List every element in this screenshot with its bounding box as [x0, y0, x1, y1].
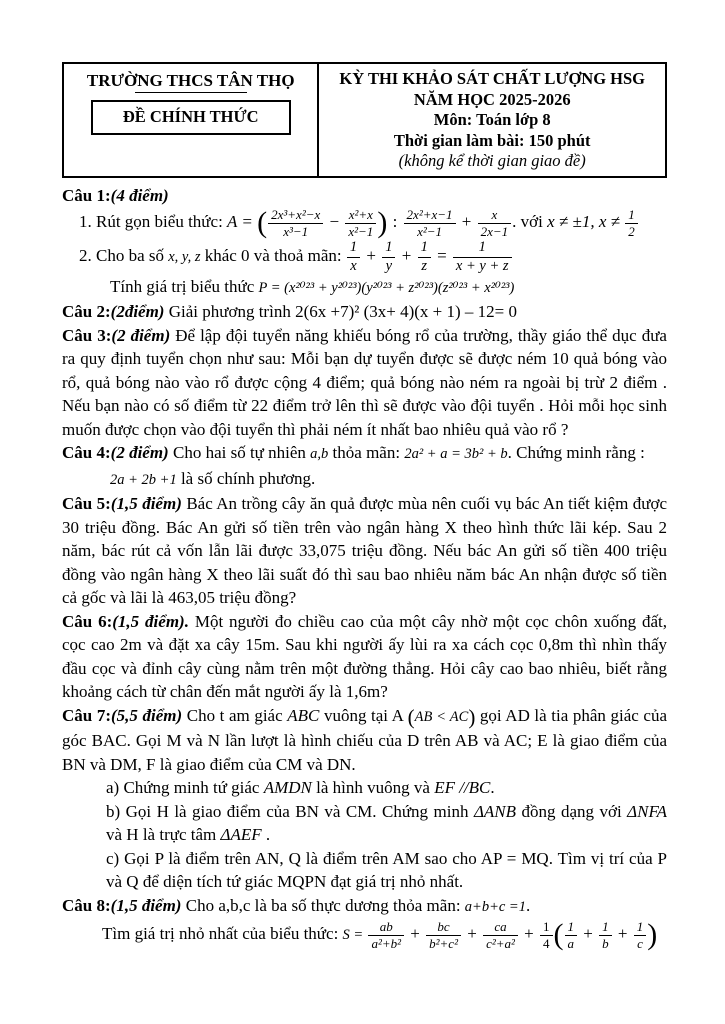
q7-lead2: vuông tại A [323, 705, 404, 725]
fraction-numerator: 1 [349, 239, 358, 256]
q4-lead1: Cho hai số tự nhiên [172, 443, 306, 463]
q8-fraction-4 [539, 919, 554, 951]
q7b-math-1: ΔANB [473, 801, 517, 821]
question-4-label: Câu 4: [62, 443, 111, 463]
fraction-numerator: 1 [567, 919, 575, 935]
question-1-part-2-eval [62, 275, 667, 301]
question-4-points: (2 điểm) [110, 443, 169, 463]
question-1-heading [62, 184, 667, 208]
q4-tail1: . Chứng minh rằng : [507, 443, 645, 463]
math-symbol: . [525, 895, 531, 915]
fraction-numerator: 1 [628, 207, 635, 222]
q7b-text-1: Gọi H là giao điểm của BN và CM. Chứng minh [125, 801, 469, 821]
fraction-numerator: 2x²+x−1 [406, 207, 453, 222]
q7b-text-3: và H là trực tâm [106, 825, 217, 845]
math-symbol: ) [647, 918, 658, 952]
math-symbol: + [410, 924, 420, 944]
math-symbol: + [467, 924, 477, 944]
question-3 [62, 324, 667, 442]
question-7-item-b [62, 800, 667, 847]
question-2-label: Câu 2: [62, 302, 111, 322]
math-symbol: ) [377, 206, 388, 240]
math-symbol: ) [468, 705, 476, 730]
q1p2-vars: x, y, z [168, 248, 201, 265]
fraction-denominator: 2x−1 [478, 223, 512, 240]
fraction-numerator: 1 [543, 919, 550, 935]
q2-text: Giải phương trình [168, 302, 291, 322]
fraction-numerator: x²+x [348, 207, 373, 222]
q8-fraction-6 [598, 919, 613, 951]
fraction-denominator: x²−1 [404, 223, 456, 240]
fraction-denominator: a [565, 935, 578, 952]
q7b-label: b) [106, 801, 121, 821]
math-symbol: + [524, 924, 534, 944]
fraction-denominator: 2 [625, 223, 638, 240]
question-8-points: (1,5 điểm) [110, 895, 182, 915]
fraction-numerator: ab [379, 919, 393, 935]
q1p2-fraction-3 [417, 239, 432, 275]
question-5 [62, 492, 667, 610]
duration-note: (không kể thời gian giao đề) [398, 151, 586, 170]
math-symbol: + [617, 924, 628, 944]
question-1-part-1 [62, 207, 667, 239]
q8-fraction-5 [564, 919, 579, 951]
q7-lead1: Cho t am giác [186, 705, 283, 725]
q1p3-lead: Tính giá trị biểu thức [110, 276, 255, 296]
math-symbol: ( [407, 705, 415, 730]
q8-fraction-2 [425, 919, 462, 951]
question-5-points: (1,5 điểm) [110, 494, 182, 514]
q1p1-fraction-1 [267, 207, 324, 239]
fraction-numerator: 1 [420, 239, 428, 256]
q7-condition: AB < AC [414, 708, 469, 725]
fraction-denominator: 4 [540, 935, 553, 952]
q7c-text: Gọi P là điểm trên AN, Q là điểm trên AM sao cho AP = MQ. Tìm vị trí của P và Q để diện tích tứ giác MQPN đạt giá trị nhỏ nhất. [106, 848, 667, 892]
q8-formula-1: a+b+c =1 [464, 898, 526, 915]
q7-lead3: gọi AD là tia phân giác của góc BAC. Gọi M và N lần lượt là hình chiếu của D trên AB và AC; E là giao điểm của BN và DM, F là giao điểm của CM và DN. [62, 705, 668, 774]
question-7 [62, 704, 667, 777]
exam-name: KỲ THI KHẢO SÁT CHẤT LƯỢNG HSG [339, 69, 646, 88]
q7a-math-1: AMDN [263, 778, 312, 798]
q1p2-fraction-2 [381, 239, 396, 275]
question-3-label: Câu 3: [62, 325, 112, 345]
math-symbol: = [437, 245, 447, 265]
subject-line: Môn: Toán lớp 8 [433, 110, 551, 129]
q1p1-lead: 1. Rút gọn biểu thức: [79, 212, 223, 231]
question-8-label: Câu 8: [62, 895, 111, 915]
q4-vars: a,b [310, 446, 329, 463]
fraction-denominator: x [347, 257, 360, 275]
math-symbol: : [392, 212, 398, 231]
math-symbol: + [461, 212, 472, 231]
fraction-numerator: 1 [636, 919, 644, 935]
fraction-denominator: y [382, 257, 395, 275]
q1p2-lead1: 2. Cho ba số [79, 245, 164, 265]
question-6-label: Câu 6: [62, 611, 113, 631]
fraction-numerator: 1 [602, 919, 609, 935]
question-7-label: Câu 7: [62, 705, 111, 725]
q6-text: Một người đo chiều cao của một cây nhờ một cọc chôn xuống đất, cọc cao 2m và đặt xa cây 15m. Sau khi người ấy lùi ra xa cách cọc 0,8m thì nhìn thấy đầu cọc và đỉnh cây cùng nằm trên một đường thẳng. Hỏi cây cao bao nhiêu, biết rằng khoảng cách từ chân đến mắt người ấy là 1,6m? [62, 611, 667, 702]
fraction-denominator: b [599, 935, 612, 952]
question-2 [62, 300, 667, 324]
fraction-numerator: x [491, 207, 498, 222]
fraction-numerator: 1 [385, 239, 393, 256]
fraction-numerator: ca [494, 919, 507, 935]
school-underline [135, 92, 247, 93]
school-name: TRƯỜNG THCS TÂN THỌ [86, 71, 295, 90]
fraction-denominator: a²+b² [368, 935, 404, 952]
question-3-points: (2 điểm) [111, 325, 171, 345]
fraction-numerator: bc [437, 919, 450, 935]
question-6-points: (1,5 điểm). [112, 611, 189, 631]
math-symbol: + [366, 245, 376, 265]
fraction-denominator: c [634, 935, 647, 952]
exam-type-label: ĐỀ CHÍNH THỨC [122, 107, 259, 126]
duration-line: Thời gian làm bài: 150 phút [393, 130, 591, 150]
q4-tail2: là số chính phương. [180, 468, 316, 488]
q1p1-condition: x ≠ ±1, x ≠ [547, 212, 620, 231]
question-4 [62, 441, 667, 467]
fraction-denominator: c²+a² [483, 935, 518, 952]
question-8 [62, 894, 667, 920]
question-5-label: Câu 5: [62, 494, 111, 514]
q1p1-fraction-3 [403, 207, 457, 239]
question-7-item-a [62, 776, 667, 800]
q7b-math-2: ΔNFA [627, 801, 668, 821]
fraction-numerator: 2x³+x²−x [271, 207, 321, 222]
q2-formula: 2(6x +7)² (3x+ 4)(x + 1) – 12= 0 [295, 302, 517, 322]
fraction-denominator: x + y + z [453, 257, 512, 275]
question-2-points: (2điểm) [110, 302, 165, 322]
q1p1-fraction-5 [624, 207, 639, 239]
question-1-points: (4 điểm) [110, 185, 169, 205]
q7a-label: a) [106, 778, 120, 798]
fraction-denominator: b²+c² [426, 935, 461, 952]
fraction-denominator: x³−1 [268, 223, 323, 240]
header-exam-cell [319, 64, 665, 176]
q7a-text-3: . [490, 778, 495, 798]
q7c-label: c) [106, 848, 120, 868]
q1p1-fraction-4 [477, 207, 513, 239]
q8-s-var: S = [342, 927, 364, 944]
q1p2-fraction-1 [346, 239, 361, 275]
question-1-part-2 [62, 239, 667, 275]
question-1-label: Câu 1: [62, 185, 111, 205]
math-symbol: ( [553, 918, 564, 952]
exam-header [62, 62, 667, 178]
q7b-text-2: đồng dạng với [521, 801, 622, 821]
question-8-objective [62, 919, 667, 951]
fraction-denominator: z [418, 257, 431, 275]
q4-lead2: thỏa mãn: [332, 443, 401, 463]
q1p1-tail: . với [512, 212, 543, 231]
question-6 [62, 610, 667, 704]
q7-triangle-name: ABC [287, 705, 320, 725]
q4-formula-1: 2a² + a = 3b² + b [404, 446, 508, 463]
q7a-text-1: Chứng minh tứ giác [123, 778, 260, 798]
q1p1-var: A = [227, 212, 253, 231]
q7a-math-2: EF //BC [434, 778, 491, 798]
header-school-cell [64, 64, 319, 176]
q7a-text-2: là hình vuông và [316, 778, 430, 798]
q7b-text-4: . [265, 825, 271, 845]
question-4-conclusion [62, 467, 667, 493]
fraction-numerator: 1 [478, 239, 486, 256]
q1p2-lead2: khác 0 và thoả mãn: [204, 245, 342, 265]
q8-fraction-3 [482, 919, 519, 951]
math-symbol: − [329, 212, 340, 231]
q8-lead2: Tìm giá trị nhỏ nhất của biểu thức: [102, 924, 339, 944]
exam-type-box [91, 100, 291, 135]
question-7-points: (5,5 điểm) [110, 705, 183, 725]
q1p3-formula: P = (x²⁰²³ + y²⁰²³)(y²⁰²³ + z²⁰²³)(z²⁰²³ + x²⁰²³) [258, 279, 515, 296]
math-symbol: ( [257, 206, 268, 240]
q5-text: Bác An trồng cây ăn quả được mùa nên cuối vụ bác An tiết kiệm được 30 triệu đồng. Bác An gửi số tiền trên vào ngân hàng X theo hình thức lãi kép. Sau 2 năm, bác rút cả vốn lẫn lãi được 33,075 triệu đồng. Nếu bác An gửi số tiền 400 triệu đồng vào ngân hàng X theo lãi suất đó thì sau bao nhiêu năm bác An nhận được số tiền cả gốc và lãi là 463,05 triệu đồng? [62, 494, 667, 608]
q1p1-fraction-2 [344, 207, 377, 239]
q8-fraction-1 [367, 919, 405, 951]
math-symbol: + [583, 924, 593, 944]
q1p2-fraction-4 [452, 239, 513, 275]
q3-text: Để lập đội tuyển năng khiếu bóng rổ của trường, thầy giáo thể dục đưa ra quy định tuyển chọn như sau: Mỗi bạn dự tuyển được sẽ được ném 10 quả bóng vào rổ, quả bóng nào vào rổ được cộng 4 điểm; quả bóng nào ném ra ngoài bị trừ 2 điểm . Nếu bạn nào có số điểm từ 22 điểm trở lên thì sẽ được vào đội tuyển . Hỏi mỗi học sinh muốn được chọn vào đội tuyển thì phải ném ít nhất bao nhiêu quả vào rổ ? [62, 325, 667, 439]
q4-formula-2: 2a + 2b +1 [110, 471, 177, 488]
q8-lead1: Cho a,b,c là ba số thực dương thỏa mãn: [185, 895, 461, 915]
question-7-item-c [62, 847, 667, 894]
fraction-denominator: x²−1 [345, 223, 376, 240]
q7b-math-3: ΔAEF [220, 825, 262, 845]
school-year: NĂM HỌC 2025-2026 [413, 89, 571, 109]
q8-fraction-7 [633, 919, 648, 951]
math-symbol: + [401, 245, 412, 265]
